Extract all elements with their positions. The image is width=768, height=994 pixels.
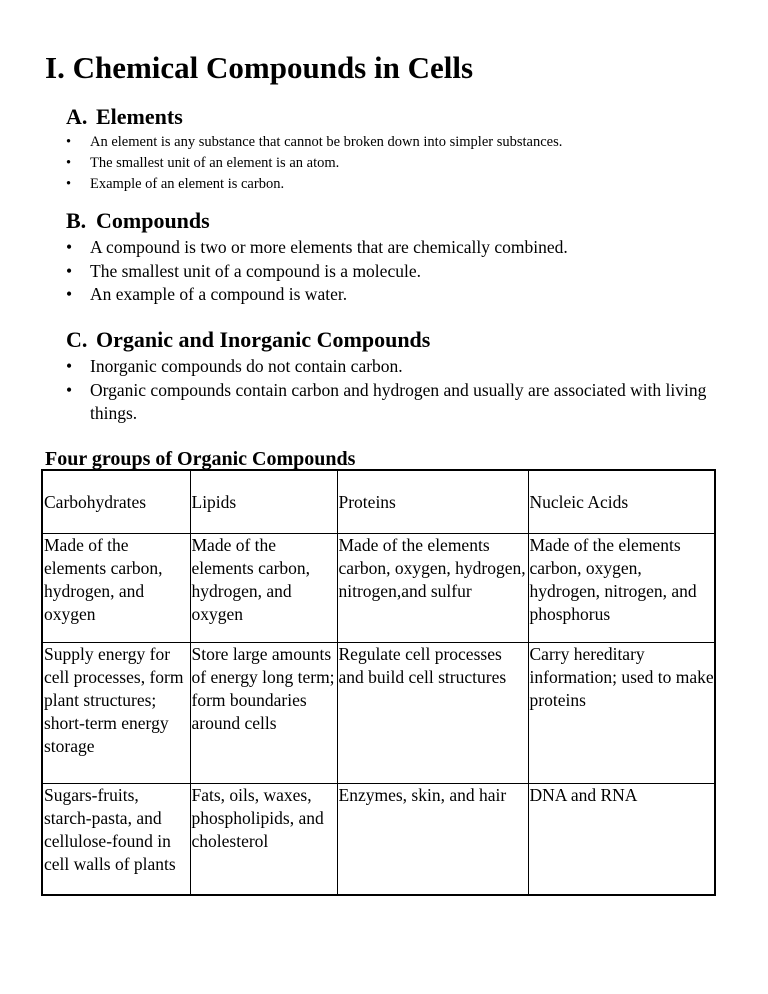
- table-cell: Carry hereditary information; used to make proteins: [528, 643, 715, 784]
- list-item: [66, 132, 756, 153]
- organic-compounds-table: [41, 469, 716, 896]
- section-elements: [66, 104, 756, 195]
- section-heading: [66, 327, 756, 353]
- section-heading: [66, 208, 756, 234]
- table-row: [42, 534, 715, 643]
- list-item: [66, 283, 756, 307]
- table-cell: Fats, oils, waxes, phospholipids, and cholesterol: [190, 784, 337, 896]
- list-item-text: The smallest unit of an element is an atom.: [90, 155, 340, 171]
- column-header-lipids: Lipids: [190, 470, 337, 534]
- bullet-icon: •: [66, 356, 73, 376]
- table-cell: Made of the elements carbon, oxygen, hydrogen, nitrogen,and sulfur: [337, 534, 528, 643]
- list-item: [66, 260, 756, 284]
- list-item-text: An element is any substance that cannot be broken down into simpler substances.: [90, 134, 563, 150]
- table-cell: Made of the elements carbon, hydrogen, and oxygen: [190, 534, 337, 643]
- section-heading: [66, 104, 756, 130]
- column-header-proteins: Proteins: [337, 470, 528, 534]
- table-cell: Store large amounts of energy long term; form boundaries around cells: [190, 643, 337, 784]
- table-row: [42, 643, 715, 784]
- list-item: [66, 379, 720, 426]
- section-letter: B.: [66, 208, 87, 233]
- bullet-icon: •: [66, 155, 72, 171]
- list-item-text: An example of a compound is water.: [90, 284, 348, 304]
- list-item: [66, 174, 756, 195]
- table-cell: Regulate cell processes and build cell structures: [337, 643, 528, 784]
- bullet-icon: •: [66, 284, 73, 304]
- section-letter: A.: [66, 104, 88, 129]
- list-item-text: Organic compounds contain carbon and hydrogen and usually are associated with living things.: [90, 379, 707, 423]
- section-heading-text: Elements: [96, 104, 183, 129]
- table-cell: DNA and RNA: [528, 784, 715, 896]
- list-item: [66, 355, 756, 379]
- section-letter: C.: [66, 327, 88, 352]
- table-cell: Enzymes, skin, and hair: [337, 784, 528, 896]
- list-item-text: A compound is two or more elements that are chemically combined.: [90, 237, 568, 257]
- table-cell: Made of the elements carbon, oxygen, hydrogen, nitrogen, and phosphorus: [528, 534, 715, 643]
- table-caption: Four groups of Organic Compounds: [45, 448, 356, 470]
- column-header-nucleic-acids: Nucleic Acids: [528, 470, 715, 534]
- bullet-icon: •: [66, 176, 72, 192]
- list-item: [66, 153, 756, 174]
- list-item-text: Inorganic compounds do not contain carbon.: [90, 356, 403, 376]
- bullet-list: [66, 236, 756, 307]
- bullet-icon: •: [66, 134, 72, 150]
- bullet-list: [66, 355, 756, 426]
- bullet-icon: •: [66, 379, 73, 400]
- table-cell: Sugars-fruits, starch-pasta, and cellulose-found in cell walls of plants: [42, 784, 190, 896]
- section-heading-text: Organic and Inorganic Compounds: [96, 327, 431, 352]
- section-organic-inorganic: [66, 327, 756, 426]
- list-item-text: Example of an element is carbon.: [90, 176, 285, 192]
- list-item-text: The smallest unit of a compound is a molecule.: [90, 260, 421, 281]
- section-heading-text: Compounds: [96, 208, 210, 233]
- table-cell: Supply energy for cell processes, form plant structures; short-term energy storage: [42, 643, 190, 784]
- table-header-row: [42, 470, 715, 534]
- page-title: I. Chemical Compounds in Cells: [45, 50, 474, 85]
- column-header-carbohydrates: Carbohydrates: [42, 470, 190, 534]
- table-row: [42, 784, 715, 896]
- bullet-list: [66, 132, 756, 195]
- bullet-icon: •: [66, 237, 73, 257]
- table-cell: Made of the elements carbon, hydrogen, and oxygen: [42, 534, 190, 643]
- bullet-icon: •: [66, 260, 73, 281]
- list-item: [66, 236, 756, 260]
- section-compounds: [66, 208, 756, 307]
